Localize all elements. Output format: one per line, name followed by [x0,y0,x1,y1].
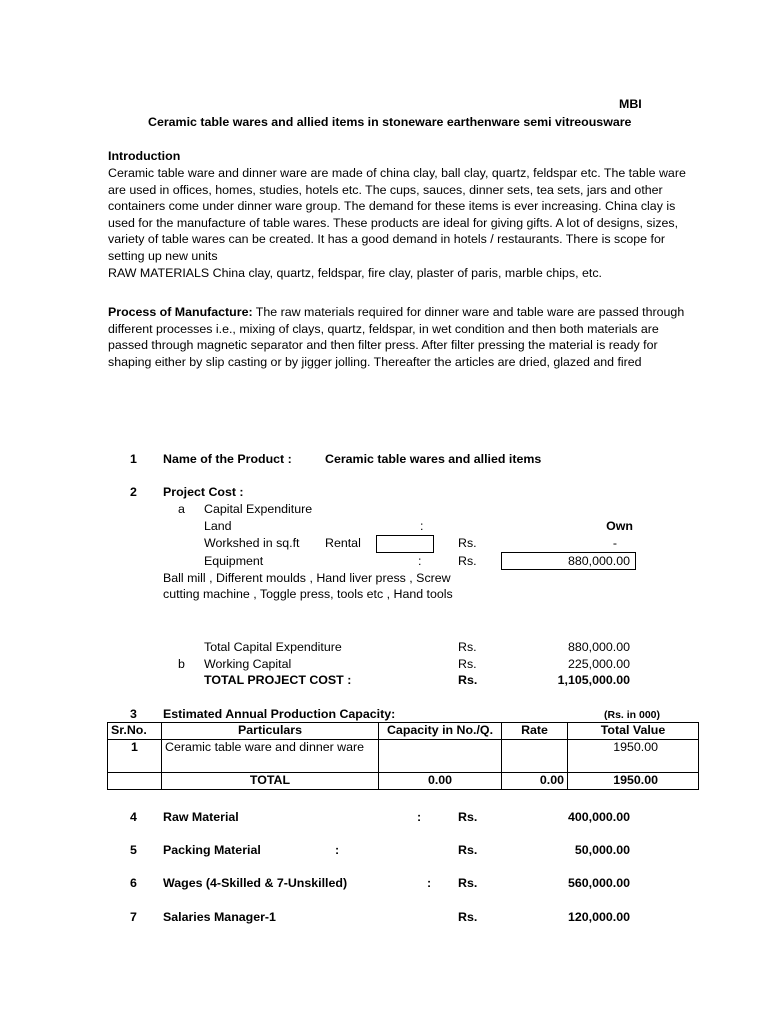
equipment-colon: : [418,554,422,568]
th-capacity: Capacity in No./Q. [379,723,502,740]
cell-particulars: Ceramic table ware and dinner ware [162,740,379,773]
total-capex-rs: Rs. [458,640,477,654]
salaries-value: 120,000.00 [567,910,630,924]
raw-material-colon: : [417,810,422,824]
workshed-area-box [376,535,434,553]
item5-num: 5 [130,843,137,857]
cell-total: 1950.00 [568,740,699,773]
intro-body [108,165,698,281]
land-colon: : [420,519,424,533]
item6-num: 6 [130,876,137,890]
table-total-row [108,773,699,790]
th-rate: Rate [502,723,568,740]
salaries-label: Salaries Manager-1 [163,910,276,924]
total-capacity: 0.00 [379,773,502,790]
project-cost-label: Project Cost : [163,485,244,499]
working-capital-value: 225,000.00 [567,657,630,671]
item1-label: Name of the Product : [163,452,292,466]
equipment-rs: Rs. [458,554,477,568]
table-row [108,740,699,773]
cell-capacity [379,740,502,773]
raw-material-label: Raw Material [163,810,239,824]
total-project-cost-label: TOTAL PROJECT COST : [204,673,352,687]
process-heading: Process of Manufacture: [108,305,253,319]
raw-material-value: 400,000.00 [567,810,630,824]
equipment-desc-2: cutting machine , Toggle press, tools etc , Hand tools [163,587,453,601]
raw-materials-text: RAW MATERIALS China clay, quartz, feldspar, fire clay, plaster of paris, marble chips, etc. [108,265,602,280]
cell-rate [502,740,568,773]
packing-material-rs: Rs. [458,843,478,857]
land-label: Land [204,519,232,533]
total-capex-value: 880,000.00 [567,640,630,654]
unit-note: (Rs. in 000) [604,709,661,721]
land-value: Own [606,519,633,533]
th-srno: Sr.No. [108,723,162,740]
packing-material-colon: : [335,843,340,857]
th-particulars: Particulars [162,723,379,740]
sub-a: a [178,502,185,516]
equipment-label: Equipment [204,554,264,568]
total-value: 1950.00 [568,773,699,790]
total-project-cost-value: 1,105,000.00 [557,673,630,687]
process-section [108,304,698,370]
packing-material-value: 50,000.00 [574,843,630,857]
equipment-value: 880,000.00 [567,554,630,568]
intro-text: Ceramic table ware and dinner ware are made of china clay, ball clay, quartz, feldspar etc. The table ware are used in offices, homes, studies, hotels etc. The cups, sauces, dinner sets, tea sets, jars and other containers come under dinner ware group. The demand for these items is ever increasing. China clay is used for the manufacture of table wares. These products are ideal for giving gifts. A lot of designs, sizes, variety of table wares can be created. It has a good demand in hotels / restaurants. There is scope for setting up new units [108,166,686,263]
workshed-value: - [612,536,617,550]
total-label: TOTAL [162,773,379,790]
item4-num: 4 [130,810,137,824]
total-rate: 0.00 [502,773,568,790]
wages-colon: : [427,876,432,890]
total-capex-label: Total Capital Expenditure [204,640,342,654]
document-title: Ceramic table wares and allied items in stoneware earthenware semi vitreousware [148,115,632,129]
working-capital-label: Working Capital [204,657,292,671]
capacity-table [107,722,699,790]
workshed-rs: Rs. [458,536,477,550]
item1-num: 1 [130,452,137,466]
raw-material-rs: Rs. [458,810,478,824]
capex-label: Capital Expenditure [204,502,313,516]
equipment-value-box [501,552,636,570]
total-empty-cell [108,773,162,790]
wages-rs: Rs. [458,876,478,890]
working-capital-rs: Rs. [458,657,477,671]
table-header-row [108,723,699,740]
sub-b: b [178,657,185,671]
total-project-cost-rs: Rs. [458,673,478,687]
workshed-type: Rental [325,536,361,550]
product-name: Ceramic table wares and allied items [325,452,542,466]
salaries-rs: Rs. [458,910,478,924]
workshed-label: Workshed in sq.ft [204,536,300,550]
org-code: MBI [619,97,642,111]
wages-label: Wages (4-Skilled & 7-Unskilled) [163,876,348,890]
item3-num: 3 [130,707,137,721]
packing-material-label: Packing Material [163,843,261,857]
capacity-label: Estimated Annual Production Capacity: [163,707,396,721]
th-total-value: Total Value [568,723,699,740]
intro-heading: Introduction [108,149,181,163]
wages-value: 560,000.00 [567,876,630,890]
process-text: The raw materials required for dinner ware and table ware are passed through different processes i.e., mixing of clays, quartz, feldspar, in wet condition and then both materials are passed through magnetic separator and then filter press. After filter pressing the material is ready for shaping either by slip casting or by jigger jolling. Thereafter the articles are dried, glazed and fired [108,305,685,369]
equipment-desc-1: Ball mill , Different moulds , Hand liver press , Screw [163,571,451,585]
item7-num: 7 [130,910,137,924]
cell-srno: 1 [108,740,162,773]
item2-num: 2 [130,485,137,499]
